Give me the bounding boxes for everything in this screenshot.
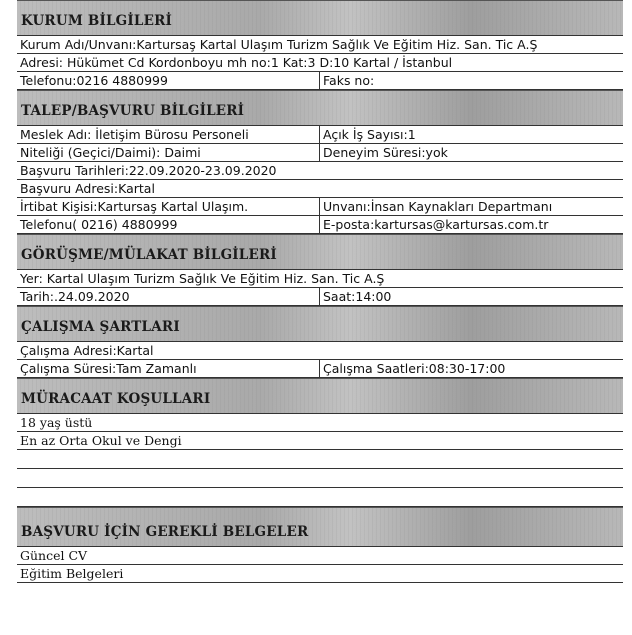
muracaat-item-text: 18 yaş üstü xyxy=(20,415,93,430)
calisma-suresi: Çalışma Süresi:Tam Zamanlı xyxy=(20,361,197,376)
meslek-adi: Meslek Adı: İletişim Bürosu Personeli xyxy=(20,127,249,142)
muracaat-empty-row xyxy=(17,469,623,488)
row-basvuru-tarihleri xyxy=(17,162,623,180)
talep-telefon: Telefonu( 0216) 4880999 xyxy=(20,217,178,232)
row-talep-telefon xyxy=(17,216,623,234)
talep-eposta: E-posta:kartursas@kartursas.com.tr xyxy=(319,216,623,233)
kurum-faks: Faks no: xyxy=(319,72,623,89)
row-meslek xyxy=(17,126,623,144)
muracaat-empty-row xyxy=(17,450,623,469)
row-kurum-adi xyxy=(17,36,623,54)
gorusme-saat: Saat:14:00 xyxy=(319,288,623,305)
row-kurum-telefon xyxy=(17,72,623,90)
irtibat-kisisi: İrtibat Kişisi:Kartursaş Kartal Ulaşım. xyxy=(20,199,249,214)
basvuru-tarihleri: Başvuru Tarihleri:22.09.2020-23.09.2020 xyxy=(20,163,277,178)
row-kurum-adres xyxy=(17,54,623,72)
belge-item xyxy=(17,547,623,565)
calisma-saatleri: Çalışma Saatleri:08:30-17:00 xyxy=(319,360,623,377)
gorusme-yer: Yer: Kartal Ulaşım Turizm Sağlık Ve Eğitim Hiz. San. Tic A.Ş xyxy=(20,271,385,286)
muracaat-item-text: En az Orta Okul ve Dengi xyxy=(20,433,182,448)
basvuru-adresi: Başvuru Adresi:Kartal xyxy=(20,181,155,196)
belge-item-text: Eğitim Belgeleri xyxy=(20,566,124,581)
row-basvuru-adresi xyxy=(17,180,623,198)
section-calisma-title: ÇALIŞMA ŞARTLARI xyxy=(17,306,623,342)
niteligi: Niteliği (Geçici/Daimi): Daimi xyxy=(20,145,201,160)
belge-item-text: Güncel CV xyxy=(20,548,88,563)
row-calisma-adresi xyxy=(17,342,623,360)
belge-item xyxy=(17,565,623,583)
section-kurum-title: KURUM BİLGİLERİ xyxy=(17,0,623,36)
muracaat-item xyxy=(17,414,623,432)
kurum-adi: Kurum Adı/Unvanı:Kartursaş Kartal Ulaşım Turizm Sağlık Ve Eğitim Hiz. San. Tic A.Ş xyxy=(20,37,538,52)
section-gorusme-title: GÖRÜŞME/MÜLAKAT BİLGİLERİ xyxy=(17,234,623,270)
unvani: Unvanı:İnsan Kaynakları Departmanı xyxy=(319,198,623,215)
section-belgeler-title: BAŞVURU İÇİN GEREKLİ BELGELER xyxy=(17,507,623,547)
deneyim-suresi: Deneyim Süresi:yok xyxy=(319,144,623,161)
gorusme-tarih: Tarih:.24.09.2020 xyxy=(20,289,130,304)
section-muracaat-title: MÜRACAAT KOŞULLARI xyxy=(17,378,623,414)
kurum-telefon: Telefonu:0216 4880999 xyxy=(20,73,168,88)
row-calisma-suresi xyxy=(17,360,623,378)
calisma-adresi: Çalışma Adresi:Kartal xyxy=(20,343,154,358)
application-form xyxy=(17,0,623,583)
row-irtibat xyxy=(17,198,623,216)
section-talep-title: TALEP/BAŞVURU BİLGİLERİ xyxy=(17,90,623,126)
muracaat-empty-row xyxy=(17,488,623,507)
acik-is-sayisi: Açık İş Sayısı:1 xyxy=(319,126,623,143)
row-gorusme-yer xyxy=(17,270,623,288)
muracaat-item xyxy=(17,432,623,450)
row-gorusme-tarih xyxy=(17,288,623,306)
kurum-adres: Adresi: Hükümet Cd Kordonboyu mh no:1 Kat:3 D:10 Kartal / İstanbul xyxy=(20,55,453,70)
row-nitelik xyxy=(17,144,623,162)
